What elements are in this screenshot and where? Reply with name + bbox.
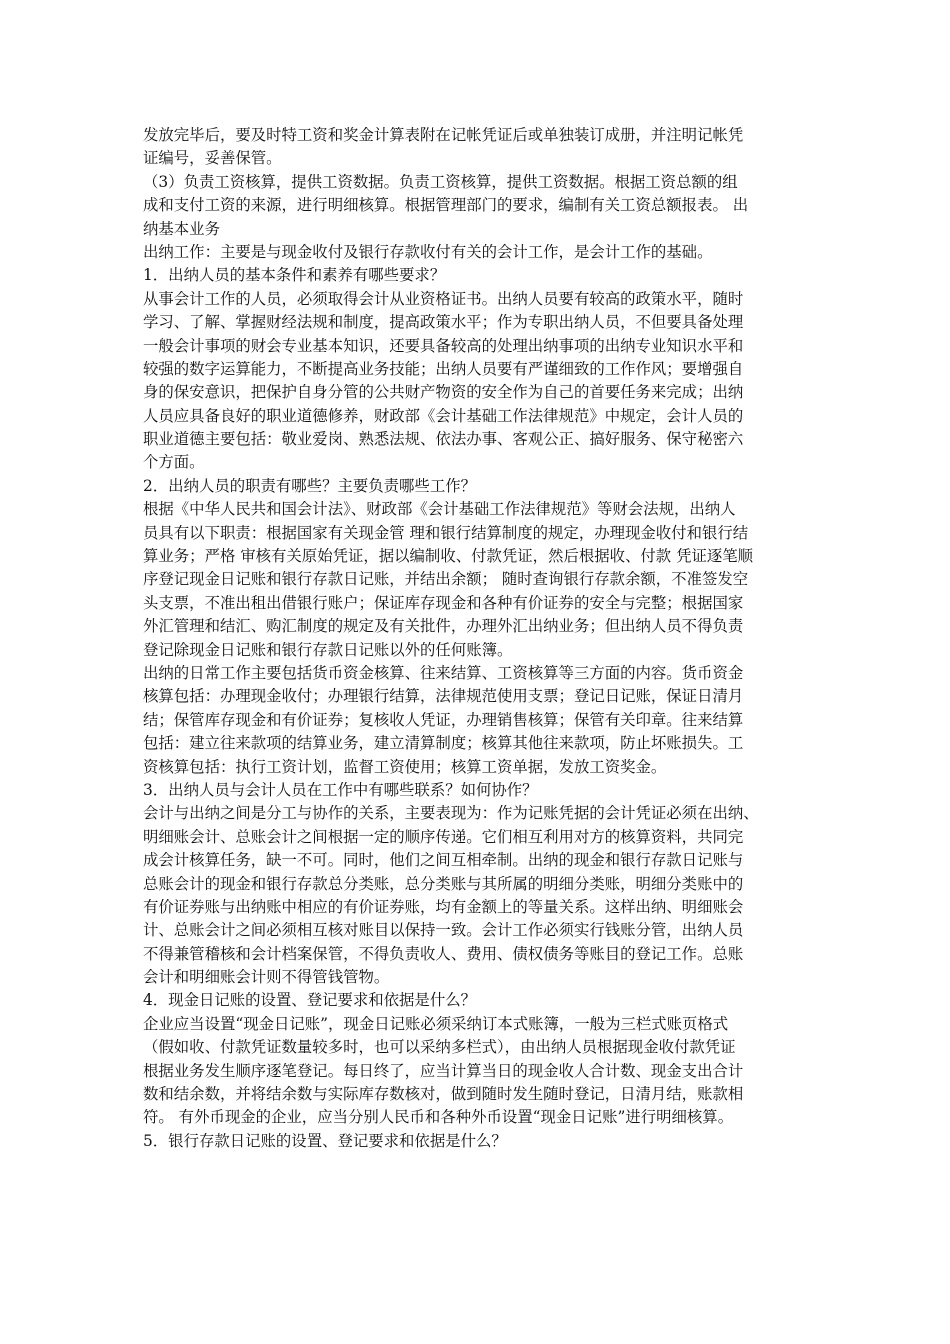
text-line: 证编号，妥善保管。 — [143, 149, 282, 168]
text-line: 不得兼管稽核和会计档案保管，不得负责收人、费用、债权债务等账目的登记工作。总账 — [143, 944, 744, 963]
text-line: 人员应具备良好的职业道德修养，财政部《会计基础工作法律规范》中规定，会计人员的 — [143, 406, 744, 425]
text-line: 出纳的日常工作主要包括货币资金核算、往来结算、工资核算等三方面的内容。货币资金 — [143, 663, 744, 682]
text-line: 数和结余数，并将结余数与实际库存数核对，做到随时发生随时登记，日清月结，账款相 — [143, 1085, 744, 1104]
text-line: 明细账会计、总账会计之间根据一定的顺序传递。它们相互利用对方的核算资料，共同完 — [143, 827, 744, 846]
text-line: 资核算包括：执行工资计划，监督工资使用；核算工资单据，发放工资奖金。 — [143, 757, 667, 776]
text-line: 职业道德主要包括：敬业爱岗、熟悉法规、依法办事、客观公正、搞好服务、保守秘密六 — [143, 430, 744, 449]
text-line: 计、总账会计之间必须相互核对账目以保持一致。会计工作必须实行钱账分管，出纳人员 — [143, 921, 744, 940]
text-line: 包括：建立往来款项的结算业务，建立清算制度；核算其他往来款项，防止坏账损失。工 — [143, 734, 744, 753]
text-line: （假如收、付款凭证数量较多时，也可以采纳多栏式），由出纳人员根据现金收付款凭证 — [143, 1038, 736, 1057]
text-line: 个方面。 — [143, 453, 205, 472]
text-line: 发放完毕后，要及时特工资和奖金计算表附在记帐凭证后或单独装订成册，并注明记帐凭 — [143, 126, 744, 144]
text-line: 登记除现金日记账和银行存款日记账以外的任何账簿。 — [143, 640, 513, 659]
text-line: 有价证券账与出纳账中相应的有价证券账，均有金额上的等量关系。这样出纳、明细账会 — [143, 897, 744, 916]
text-line: 根据业务发生顺序逐笔登记。每日终了，应当计算当日的现金收人合计数、现金支出合计 — [143, 1061, 744, 1080]
text-line: 企业应当设置“现金日记账”，现金日记账必须采纳订本式账簿，一般为三栏式账页格式 — [143, 1014, 729, 1033]
text-line: 算业务；严格 审核有关原始凭证，据以编制收、付款凭证，然后根据收、付款 凭证逐笔顺 — [143, 547, 754, 566]
text-line: 员具有以下职责：根据国家有关现金管 理和银行结算制度的规定，办理现金收付和银行结 — [143, 523, 749, 542]
text-line: 成会计核算任务，缺一不可。同时，他们之间互相牵制。出纳的现金和银行存款日记账与 — [143, 851, 744, 870]
text-line: 出纳工作：主要是与现金收付及银行存款收付有关的会计工作，是会计工作的基础。 — [143, 242, 713, 261]
document-body — [143, 124, 811, 1153]
text-line: 会计与出纳之间是分工与协作的关系，主要表现为：作为记账凭据的会计凭证必须在出纳、 — [143, 804, 759, 823]
text-line: 根据《中华人民共和国会计法》、财政部《会计基础工作法律规范》等财会法规，出纳人 — [143, 500, 736, 519]
text-line: 从事会计工作的人员，必须取得会计从业资格证书。出纳人员要有较高的政策水平，随时 — [143, 289, 744, 308]
question-heading-1: 1．出纳人员的基本条件和素养有哪些要求？ — [143, 266, 446, 285]
question-heading-3: 3．出纳人员与会计人员在工作中有哪些联系？如何协作？ — [143, 780, 538, 799]
text-line: 身的保安意识，把保护自身分管的公共财产物资的安全作为自己的首要任务来完成；出纳 — [143, 383, 744, 402]
text-line: 头支票，不准出租出借银行账户；保证库存现金和各种有价证券的安全与完整；根据国家 — [143, 593, 744, 612]
text-line: 学习、了解、掌握财经法规和制度，提高政策水平；作为专职出纳人员，不但要具备处理 — [143, 313, 744, 332]
text-line: 序登记现金日记账和银行存款日记账，并结出余额； 随时查询银行存款余额，不准签发空 — [143, 570, 749, 589]
text-line: 一般会计事项的财会专业基本知识，还要具备较高的处理出纳事项的出纳专业知识水平和 — [143, 336, 744, 355]
text-line: （3）负责工资核算，提供工资数据。负责工资核算，提供工资数据。根据工资总额的组 — [143, 172, 738, 191]
text-line: 总账会计的现金和银行存款总分类账，总分类账与其所属的明细分类账，明细分类账中的 — [143, 874, 744, 893]
question-heading-2: 2．出纳人员的职责有哪些？主要负责哪些工作？ — [143, 476, 476, 495]
text-line: 核算包括：办理现金收付；办理银行结算，法律规范使用支票；登记日记账，保证日清月 — [143, 687, 744, 706]
text-line: 会计和明细账会计则不得管钱管物。 — [143, 968, 390, 987]
text-line: 外汇管理和结汇、购汇制度的规定及有关批件，办理外汇出纳业务；但出纳人员不得负责 — [143, 617, 744, 636]
question-heading-4: 4．现金日记账的设置、登记要求和依据是什么？ — [143, 991, 476, 1010]
text-line: 成和支付工资的来源，进行明细核算。根据管理部门的要求，编制有关工资总额报表。 出 — [143, 196, 749, 215]
text-line: 较强的数字运算能力，不断提高业务技能；出纳人员要有严谨细致的工作作风；要增强自 — [143, 359, 744, 378]
text-line: 符。 有外币现金的企业，应当分别人民币和各种外币设置“现金日记账”进行明细核算。 — [143, 1108, 734, 1127]
question-heading-5: 5．银行存款日记账的设置、登记要求和依据是什么？ — [143, 1131, 507, 1150]
text-line: 结；保管库存现金和有价证券；复核收人凭证，办理销售核算；保管有关印章。往来结算 — [143, 710, 744, 729]
text-line: 纳基本业务 — [143, 219, 220, 238]
